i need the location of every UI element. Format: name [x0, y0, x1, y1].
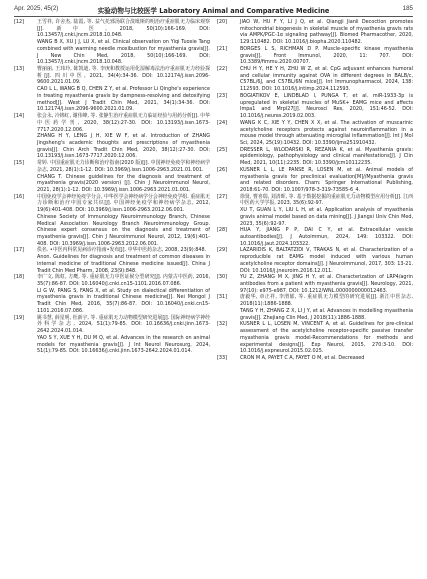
journal-issue: Apr. 2025, 45(2) [14, 5, 59, 12]
reference-number: [16] [14, 193, 25, 200]
reference-number: [26] [217, 166, 228, 173]
reference-text: JIAO W, HU F Y, LI J Q, et al. Qiangji Jianli Decoction promotes mitochondrial biogenesis in skeletal muscle of myasthenia gravis rats via AMPK/PGC-1α signaling pathway[J]. Biomed Pharmacother, 2020, 129:110482. DOI: 10.1016/j.biopha.2020.110482. [240, 19, 413, 46]
reference-item [14, 19, 210, 66]
reference-item [217, 120, 413, 147]
reference-text: BOGIATIKOV E, LINDBLAD I, PUNGA T, et al. miR-1933-3p is upregulated in skeletal muscles of MuSK+ EAMG mice and affects Impa1 and Mrpl27[J]. Neurosci Res, 2020, 151:46-52. DOI: 10.1016/j.neures.2019.02.003. [240, 92, 413, 120]
reference-number: [25] [217, 146, 228, 153]
reference-text: BORGES L S, RICHMAN D P. Muscle-specific kinase myasthenia gravis[J]. Front Immunol, 2020, 11: 707. DOI: 10.3389/fimmu.2020.00707. [240, 45, 413, 66]
reference-item [14, 247, 210, 274]
reference-item [217, 19, 413, 46]
reference-text: 曹丽丽, 王玮玲, 陈凯迪, 等. 李庚和教授运用化湿解毒法治疗重症肌无力经验探析[J]. 四川中医, 2021, 34(4):34-36. DOI: 10.12174/j.issn.2096-9600.2021.01.09. [37, 66, 210, 86]
reference-number: [29] [217, 247, 228, 254]
reference-number: [22] [217, 66, 228, 73]
reference-item [217, 167, 413, 194]
reference-number: [21] [217, 45, 228, 52]
journal-title: 实验动物与比较医学 Laboratory Animal and Comparative Medicine [97, 6, 330, 15]
reference-text: KUSNER L L, LE PANSE R, LOSEN M, et al. Animal models of myasthenia gravis for preclinical evaluation[M]//Myasthenia gravis and related disorders. Cham: Springer International Publishing, 2018:61-70. DOI: 10.1007/978-3-319-73585-6_4. [240, 166, 413, 193]
reference-number: [23] [217, 92, 228, 99]
page-header [0, 0, 427, 20]
reference-item [217, 93, 413, 120]
reference-text: 姚书慧, 薛星明, 杜新宇, 等. 重症肌无力动物模型研究进展[J]. 国际神经病学神经外科学杂志, 2024, 51(1):79-85. DOI: 10.16636/j.cnki.jinn.1673-2642.2024.01.014. [37, 314, 210, 335]
reference-item [217, 194, 413, 228]
reference-text: 常婷. 中国重症肌无力诊断和治疗指南(2020 版)[J]. 中国神经免疫学和神经病学杂志, 2021, 28(1):1-12. DOI: 10.3969/j.issn.1006-2963.2021.01.001. [37, 160, 210, 173]
reference-item [14, 274, 210, 314]
reference-number: [17] [14, 247, 25, 254]
reference-item [217, 147, 413, 167]
reference-number: [28] [217, 227, 228, 234]
references-left-column [14, 19, 210, 355]
reference-item [14, 66, 210, 113]
reference-number: [18] [14, 274, 25, 281]
reference-text: YAO S Y, XUE Y H, DU M Q, et al. Advances in the research on animal models for myasthenia gravis[J]. J Int Neurol Neurosurg, 2024, 51(1):79-85. DOI: 10.16636/j.cnki.jinn.1673-2642.2024.01.014. [37, 334, 210, 355]
reference-item [217, 227, 413, 247]
header-rule [14, 16, 413, 17]
reference-text: LAZARIDIS K, BALTATZIDI V, TRAKAS N, et al. Characterization of a reproducible rat EAMG model induced with various human acetylcholine receptor domains[J]. J Neuroimmunol, 2017, 303: 13-21. DOI: 10.1016/j.jneuroim.2016.12.011. [240, 247, 413, 274]
reference-text: 张会永, 冷锦红, 谢伟峰, 等. 张静生治疗重症肌无力临证经验与用药分析[J]. 中华中医药学刊, 2020, 38(12):27-30. DOI: 10.13193/j.issn.1673-7717.2020.12.006. [37, 113, 210, 133]
reference-text: 王雪祥, 许舍杰, 陆霞, 等. 益气托邪汤联合溴吡斯的明治疗重症肌无力临床观察[J]. 新中医, 2018, 50(10):166-169. DOI: 10.13457/j.cnki.jncm.2018.10.048. [37, 19, 210, 39]
reference-text: Anon. Guidelines for diagnosis and treatment of common diseases in internal medicine of traditional Chinese medicine issued[J]. China J Tradit Chin Med Pharm, 2008, 23(9):848. [37, 254, 210, 274]
reference-number: [30] [217, 274, 228, 281]
reference-text: HUA Y, JIANG P P, DAI C Y, et al. Extracellular vesicle autoantibodies[J]. J Autoimmun, 2024, 149: 103322. DOI: 10.1016/j.jaut.2024.103322. [240, 227, 413, 247]
reference-item [14, 160, 210, 194]
reference-number: [33] [217, 354, 228, 361]
reference-text: WANG B X, XU J J, LU X, et al. Clinical observation on Yiqi Tuoxie Tang combined with warming needle moxibustion for myasthenia gravis[J]. J New Chin Med, 2018, 50(10):166-169. DOI: 10.13457/j.cnki.jncm.2018.10.048. [37, 39, 210, 66]
reference-number: [24] [217, 119, 228, 126]
reference-item [217, 321, 413, 355]
reference-text: YU Z, ZHANG M X, JING H Y, et al. Characterization of LRP4/agrin antibodies from a patient with myasthenia gravis[J]. Neurology, 2021, 97(10): e975-e987. DOI: 10.1212/WNL.0000000000012463. [240, 274, 413, 294]
reference-text: LI G W, PANG S, FANG X, et al. Study on dialectical differentiation of myasthenia gravis in traditional Chinese medicine[J]. Nei Mongol J Tradit Chin Med, 2016, 35(7):86-87. DOI: 10.16040/j.cnki.cn15-1101.2016.07.086. [37, 287, 210, 314]
reference-item [14, 194, 210, 248]
reference-number: [15] [14, 160, 25, 167]
reference-number: [13] [14, 66, 25, 73]
reference-text: TANG Y H, ZHANG Z X, LI J Y, et al. Advances in modelling myasthenia gravis[J]. Zhejiang Clin Med, J 2018(11):1886-1888. [240, 307, 413, 321]
reference-text: KUSNER L L, LOSEN M, VINCENT A, et al. Guidelines for pre-clinical assessment of the acetylcholine receptor-specific passive transfer myasthenia gravis model-Recommendations for methods and experimental designs[J]. Exp Neurol, 2015, 270:3-10. DOI: 10.1016/j.expneurol.2015.02.025. [240, 321, 413, 355]
reference-number: [19] [14, 314, 25, 321]
reference-text: 徐贤, 曹喜瑞, 刘清晖, 等. 基于数据挖掘的重症肌无力动物模型应用分析[J]. 江西中医药大学学报, 2023, 35(6):92-97. [240, 193, 413, 207]
reference-number: [20] [217, 19, 228, 25]
references-right-column [217, 19, 413, 362]
reference-text: 李广文, 陈虹, 方鹰, 等. 重症肌无力中医证候分型研究[J]. 内蒙古中医药, 2016, 35(7):86-87. DOI: 10.16040/j.cnki.cn15-1101.2016.07.086. [37, 274, 210, 288]
reference-text: CAO L L, WANG B Q, CHEN Z Y, et al. Professor Li Qinghe's experience in treating myasthenia gravis by dampness-resolving and detoxifying method[J]. West J Tradit Chin Med, 2021, 34(1):34-36. DOI: 10.12174/j.issn.2096-9600.2021.01.09. [37, 86, 210, 113]
reference-item [217, 46, 413, 66]
reference-number: [32] [217, 321, 228, 328]
reference-item [14, 315, 210, 355]
reference-text: 佚名. •中医内科常见病诊疗指南•发布[J]. 中华中医药杂志, 2008, 23(9):848. [37, 247, 207, 254]
reference-text: CHU H Y, HE Y H, ZHU W Z, et al. CpG adjuvant enhances humoral and cellular immunity against OVA in different degrees in BALB/c, C57BL/6J, and C57BL/6N mice[J]. Int Immunopharmacol, 2024, 138: 112593. DOI: 10.1016/j.intimp.2024.112593. [240, 66, 413, 93]
reference-text: WANG K C, XIE Y Y, CHEN X X, et al. The activation of muscarinic acetylcholine receptors protects against neuroinflammation in a mouse model through attenuating microglial inflammation[J]. Int J Mol Sci, 2024, 25(19):10432. DOI: 10.3390/ijms251910432. [240, 119, 413, 146]
reference-text: DRESSER L, WLODARSKI R, REZANIA K, et al. Myasthenia gravis: epidemiology, pathophysiology and clinical manifestations[J]. J Clin Med, 2021, 10(11):2235. DOI: 10.3390/jcm10112235. [240, 146, 413, 167]
reference-text: Chinese Society of Immunology Neuroimmunology Branch, Chinese Medical Association Neurology Branch Neuroimmunology Group. Chinese expert consensus on the diagnosis and treatment of myasthenia gravis[J]. Chin J Neuroimmunol Neurol, 2012, 19(6):401-408. DOI: 10.3969/j.issn.1006-2963.2012.06.001. [37, 213, 210, 247]
reference-text: CRON M A, PAYET C A, FAYET O M, et al. Decreased [240, 354, 365, 361]
reference-number: [12] [14, 19, 25, 25]
reference-number: [31] [217, 294, 228, 301]
reference-text: ZHANG H Y, LENG J H, XIE W F, et al. Introduction of ZHANG Jingsheng's academic thoughts and prescriptions of myasthenia gravis[J]. Chin Arch Tradit Chin Med, 2020, 38(12):27-30. DOI: 10.13193/j.issn.1673-7717.2020.12.006. [37, 133, 210, 160]
reference-number: [27] [217, 193, 228, 200]
page-number: 185 [402, 5, 413, 12]
reference-item [217, 66, 413, 93]
reference-item [14, 113, 210, 160]
reference-text: 唐毅华, 章正祥, 李渭郁, 等. 重症肌无力模型的研究进展[J]. 浙江中医杂志, 2018(11):1886-1888. [240, 294, 413, 308]
reference-item [217, 355, 413, 362]
reference-text: 中国免疫学会神经免疫学分会, 中华医学会神经病学分会神经免疫学组. 重症肌无力诊断和治疗中国专家共识[J]. 中国神经免疫学和神经病学杂志, 2012, 19(6):401-408. DOI: 10.3969/j.issn.1006-2963.2012.06.001. [37, 193, 210, 214]
reference-number: [14] [14, 113, 25, 120]
reference-item [217, 274, 413, 294]
reference-text: XU T, GUAN L Y, LIU L H, et al. Application analysis of myasthenia gravis animal model based on data mining[J]. J Jiangxi Univ Chin Med, 2023, 35(6):92-97. [240, 207, 413, 227]
reference-item [217, 294, 413, 321]
reference-text: CHANG T. Chinese guidelines for the diagnosis and treatment of myasthenia gravis(2020 version) [J]. Chin J Neuroimmunol Neurol, 2021, 28(1):1-12. DOI: 10.3969/j.issn.1006-2963.2021.01.001. [37, 173, 210, 193]
reference-item [217, 247, 413, 274]
